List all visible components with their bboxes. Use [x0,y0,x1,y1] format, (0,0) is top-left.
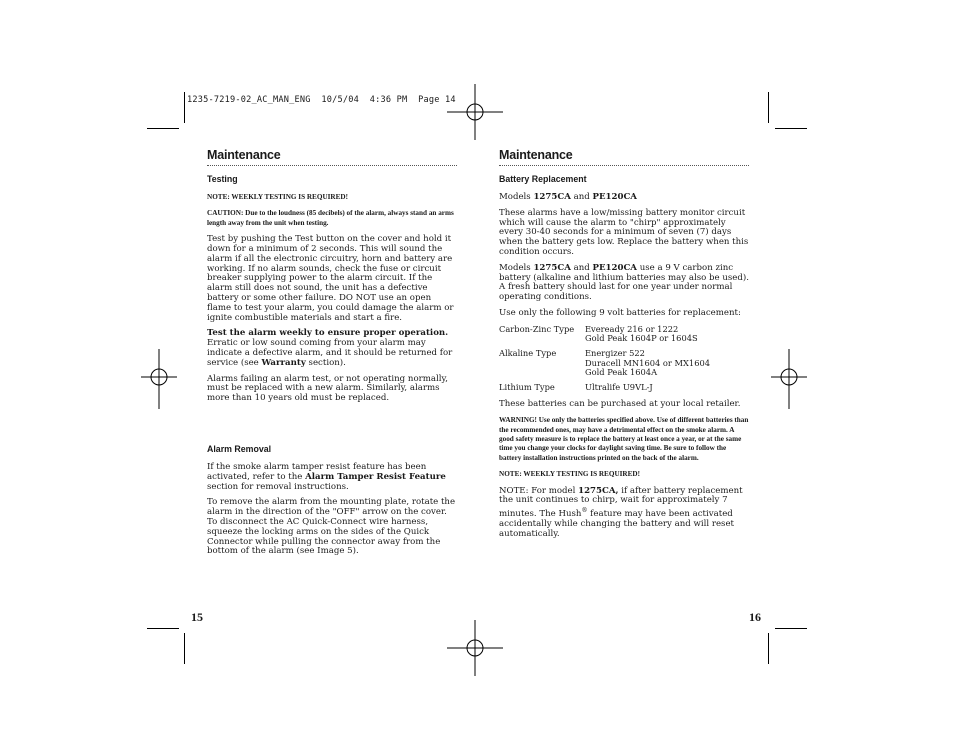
crop-mark [147,128,179,129]
battery-model: Duracell MN1604 or MX1604 [585,357,711,368]
battery-type: Alkaline Type [499,347,557,358]
battery-model: Gold Peak 1604P or 1604S [585,333,698,344]
crop-mark [768,633,769,664]
and-text: and [570,192,593,202]
print-slug: 1235-7219-02_AC_MAN_ENG 10/5/04 4:36 PM Page 14 [187,95,456,105]
dotted-rule [499,165,749,166]
dotted-rule [207,165,457,166]
models-label: Models [499,262,534,273]
crop-mark [768,92,769,123]
tamper-text-end: section for removal instructions. [207,481,349,492]
hush-note-paragraph [499,487,749,540]
hush-note-end: feature may have been activated accidentally while changing the battery and will reset automatically. [499,509,734,539]
crop-mark [147,628,179,629]
battery-model: Gold Peak 1604A [585,367,658,378]
left-page [207,147,457,563]
crop-mark [184,92,185,123]
battery-type-text: use a 9 V carbon zinc battery (alkaline and lithium batteries may also be used). A fresh battery should last for one year under normal operating conditions. [499,262,749,303]
tamper-text: If the smoke alarm tamper resist feature has been activated, refer to the [207,461,427,482]
weekly-testing-note: NOTE: WEEKLY TESTING IS REQUIRED! [207,193,348,201]
model-1275ca: 1275CA [533,262,571,273]
warning-note: WARNING! Use only the batteries specified above. Use of different batteries than the recommended ones, may have a detrimental effect on the smoke alarm. A good safety measure is to replace the battery at least once a year, or at the same time you change your clocks for daylight saving time. Be sure to follow the battery installation instructions printed on the back of the alarm. [499,416,749,462]
crop-mark [184,633,185,664]
and-text: and [570,262,593,273]
weekly-test-text: Erratic or low sound coming from your alarm may indicate a defective alarm, and it should be returned for service (see [207,338,453,368]
low-battery-paragraph: These alarms have a low/missing battery monitor circuit which will cause the alarm to "chirp" approximately every 30-40 seconds for a minimum of seven (7) days when the battery gets low. Replace the battery when this condition occurs. [499,207,749,257]
weekly-test-bold: Test the alarm weekly to ensure proper operation. [207,328,449,339]
model-1275ca: 1275CA, [578,485,619,496]
hush-note-text: NOTE: For model [499,485,579,496]
page-title: Maintenance [207,148,281,162]
registration-mark-bottom [447,620,503,676]
battery-row [499,383,749,393]
test-instructions: Test by pushing the Test button on the cover and hold it down for a minimum of 2 seconds. This will sound the alarm if all the electronic circuitry, horn and battery are working. If no alarm sounds, check the fuse or circuit breaker supplying power to the alarm circuit. If the alarm still does not sound, the unit has a defective battery or some other failure. DO NOT use an open flame to test your alarm, you could damage the alarm or ignite combustible materials and start a fire. [207,234,454,323]
models-line [499,193,749,203]
registration-mark-right [771,349,807,409]
tamper-paragraph [207,463,457,492]
page-number-right: 16 [749,610,761,624]
tamper-feature-ref: Alarm Tamper Resist Feature [305,471,446,482]
replacement-paragraph: Alarms failing an alarm test, or not operating normally, must be replaced with a new alarm. Similarly, alarms more than 10 years old must be replaced. [207,373,448,404]
registration-mark-top [447,84,503,140]
battery-row [499,349,749,378]
section-heading-removal: Alarm Removal [207,443,272,454]
right-page [499,147,749,545]
approved-batteries-intro: Use only the following 9 volt batteries for replacement: [499,307,741,318]
section-heading-testing: Testing [207,174,238,184]
crop-mark [775,628,807,629]
weekly-testing-note: NOTE: WEEKLY TESTING IS REQUIRED! [499,470,640,479]
battery-model: Eveready 216 or 1222 [585,323,679,334]
model-pe120ca: PE120CA [592,192,637,202]
registered-mark: ® [581,507,588,515]
battery-type: Lithium Type [499,381,555,392]
battery-model: Energizer 522 [585,347,645,358]
warranty-ref: Warranty [261,357,306,368]
weekly-test-paragraph [207,329,457,368]
battery-type-paragraph [499,264,749,303]
page-number-left: 15 [191,610,203,624]
registration-mark-left [141,349,177,409]
battery-row [499,325,749,344]
crop-mark [775,128,807,129]
retailer-paragraph: These batteries can be purchased at your local retailer. [499,399,741,410]
battery-table [499,325,749,393]
battery-model: Ultralife U9VL-J [585,381,653,392]
models-label: Models [499,192,534,202]
section-heading-battery: Battery Replacement [499,174,587,184]
battery-type: Carbon-Zinc Type [499,323,575,334]
model-pe120ca: PE120CA [592,262,637,273]
caution-note: CAUTION: Due to the loudness (85 decibels) of the alarm, always stand an arms length away from the unit when testing. [207,209,454,227]
hush-note-text: if after battery replacement the unit continues to chirp, wait for approximately 7 minutes. The Hush [499,485,743,520]
removal-instructions: To remove the alarm from the mounting plate, rotate the alarm in the direction of the "OFF" arrow on the cover. To disconnect the AC Quick-Connect wire harness, squeeze the locking arms on the sides of the Quick Connector while pulling the connector away from the bottom of the alarm (see Image 5). [207,497,456,557]
page-title: Maintenance [499,148,573,162]
model-1275ca: 1275CA [533,192,571,202]
weekly-test-end: section). [305,357,346,368]
